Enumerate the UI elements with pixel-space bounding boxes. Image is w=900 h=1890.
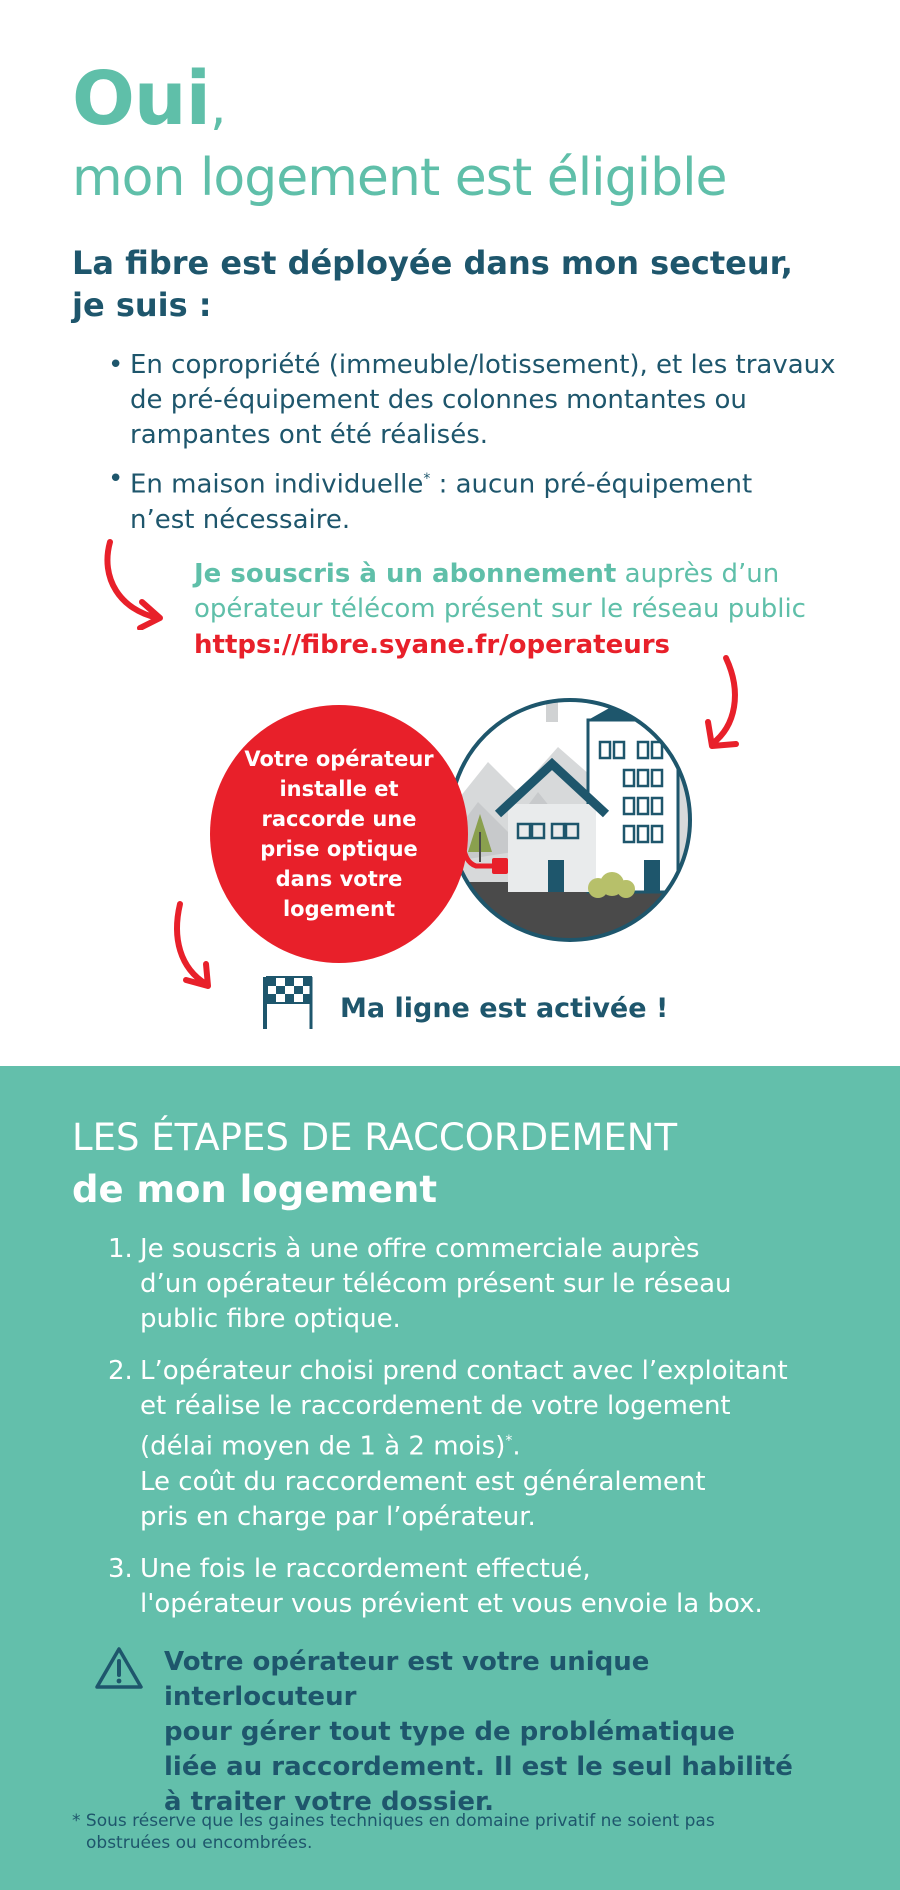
install-badge: Votre opérateur installe et raccorde une prise optique dans votre logement (210, 705, 468, 963)
warning-text: Votre opérateur est votre unique interlocuteur pour gérer tout type de problématique liée au raccordement. Il est le seul habilité à traiter votre dossier. (164, 1647, 793, 1817)
curved-arrow-icon (166, 898, 218, 996)
list-item: 3. Une fois le raccordement effectué, l'opérateur vous prévient et vous envoie la box. (108, 1553, 763, 1619)
operators-link[interactable]: https://fibre.syane.fr/operateurs (194, 630, 671, 660)
page-title: Oui, (72, 56, 226, 142)
checkered-flag-icon (262, 975, 316, 1031)
list-item: 1. Je souscris à une offre commerciale auprès d’un opérateur télécom présent sur le réseau public fibre optique. (108, 1234, 732, 1334)
curved-arrow-icon (700, 652, 750, 756)
list-item: 2. L’opérateur choisi prend contact avec l’exploitant et réalise le raccordement de votre logement (délai moyen de 1 à 2 mois)*. Le coût du raccordement est généralement pris en charge par l’opérateur. (108, 1356, 788, 1532)
house-illustration (448, 692, 692, 946)
steps-title: LES ÉTAPES DE RACCORDEMENT (72, 1116, 678, 1159)
activated-text: Ma ligne est activée ! (340, 993, 669, 1024)
eligibility-list (108, 348, 848, 547)
warning-icon (94, 1646, 144, 1690)
footnote: * Sous réserve que les gaines techniques en domaine privatif ne soient pas obstruées ou encombrées. (72, 1811, 715, 1853)
list-item: • En maison individuelle* : aucun pré-équipement n’est nécessaire. (108, 462, 848, 538)
steps-list (108, 1232, 868, 1639)
list-item: • En copropriété (immeuble/lotissement), et les travaux de pré-équipement des colonnes montantes ou rampantes ont été réalisés. (108, 348, 848, 453)
subscribe-text: Je souscris à un abonnement auprès d’un opérateur télécom présent sur le réseau public (194, 559, 806, 624)
page-subtitle: mon logement est éligible (72, 148, 727, 208)
steps-subtitle: de mon logement (72, 1168, 438, 1211)
curved-arrow-icon (96, 538, 172, 630)
lead-heading: La fibre est déployée dans mon secteur, je suis : (72, 244, 793, 324)
